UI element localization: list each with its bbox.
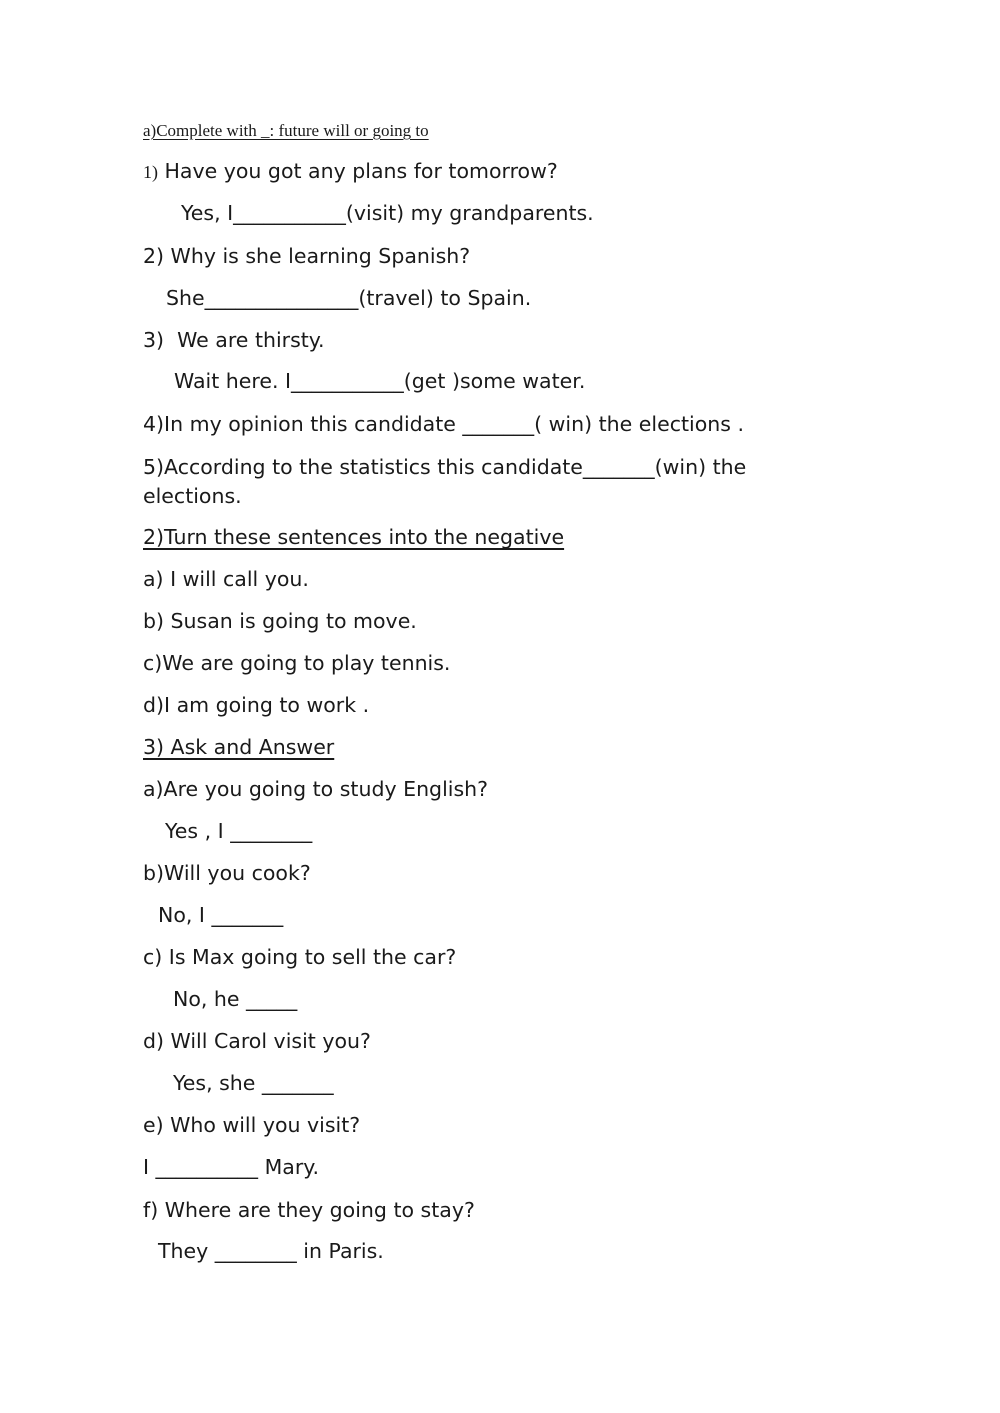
question-1-answer: Yes, I___________(visit) my grandparents. bbox=[181, 201, 594, 225]
ask-answer-b: No, I _______ bbox=[158, 903, 284, 927]
ask-answer-e: I __________ Mary. bbox=[143, 1155, 319, 1179]
ask-answer-a: Yes , I ________ bbox=[165, 819, 313, 843]
question-3: 3) We are thirsty. bbox=[143, 328, 325, 352]
ask-question-a: a)Are you going to study English? bbox=[143, 777, 489, 801]
negative-item-d: d)I am going to work . bbox=[143, 693, 370, 717]
section2-title: 2)Turn these sentences into the negative bbox=[143, 525, 565, 549]
question-5: 5)According to the statistics this candidate_______(win) the elections. bbox=[143, 455, 747, 508]
question-2-answer: She_______________(travel) to Spain. bbox=[166, 286, 532, 310]
question-2: 2) Why is she learning Spanish? bbox=[143, 244, 471, 268]
negative-item-c: c)We are going to play tennis. bbox=[143, 651, 451, 675]
section3-title: 3) Ask and Answer bbox=[143, 735, 335, 759]
ask-answer-d: Yes, she _______ bbox=[173, 1071, 334, 1095]
question-3-answer: Wait here. I___________(get )some water. bbox=[174, 369, 586, 393]
ask-answer-c: No, he _____ bbox=[173, 987, 298, 1011]
negative-item-b: b) Susan is going to move. bbox=[143, 609, 417, 633]
negative-item-a: a) I will call you. bbox=[143, 567, 309, 591]
question-1-text: Have you got any plans for tomorrow? bbox=[158, 159, 558, 183]
ask-question-f: f) Where are they going to stay? bbox=[143, 1198, 475, 1222]
ask-question-e: e) Who will you visit? bbox=[143, 1113, 361, 1137]
ask-question-b: b)Will you cook? bbox=[143, 861, 311, 885]
ask-question-c: c) Is Max going to sell the car? bbox=[143, 945, 457, 969]
ask-answer-f: They ________ in Paris. bbox=[158, 1239, 384, 1263]
section1-title: a)Complete with _: future will or going to bbox=[143, 121, 429, 140]
question-1-number: 1) bbox=[143, 162, 158, 182]
ask-question-d: d) Will Carol visit you? bbox=[143, 1029, 371, 1053]
question-1 bbox=[143, 158, 558, 185]
question-4: 4)In my opinion this candidate _______( win) the elections . bbox=[143, 412, 744, 436]
